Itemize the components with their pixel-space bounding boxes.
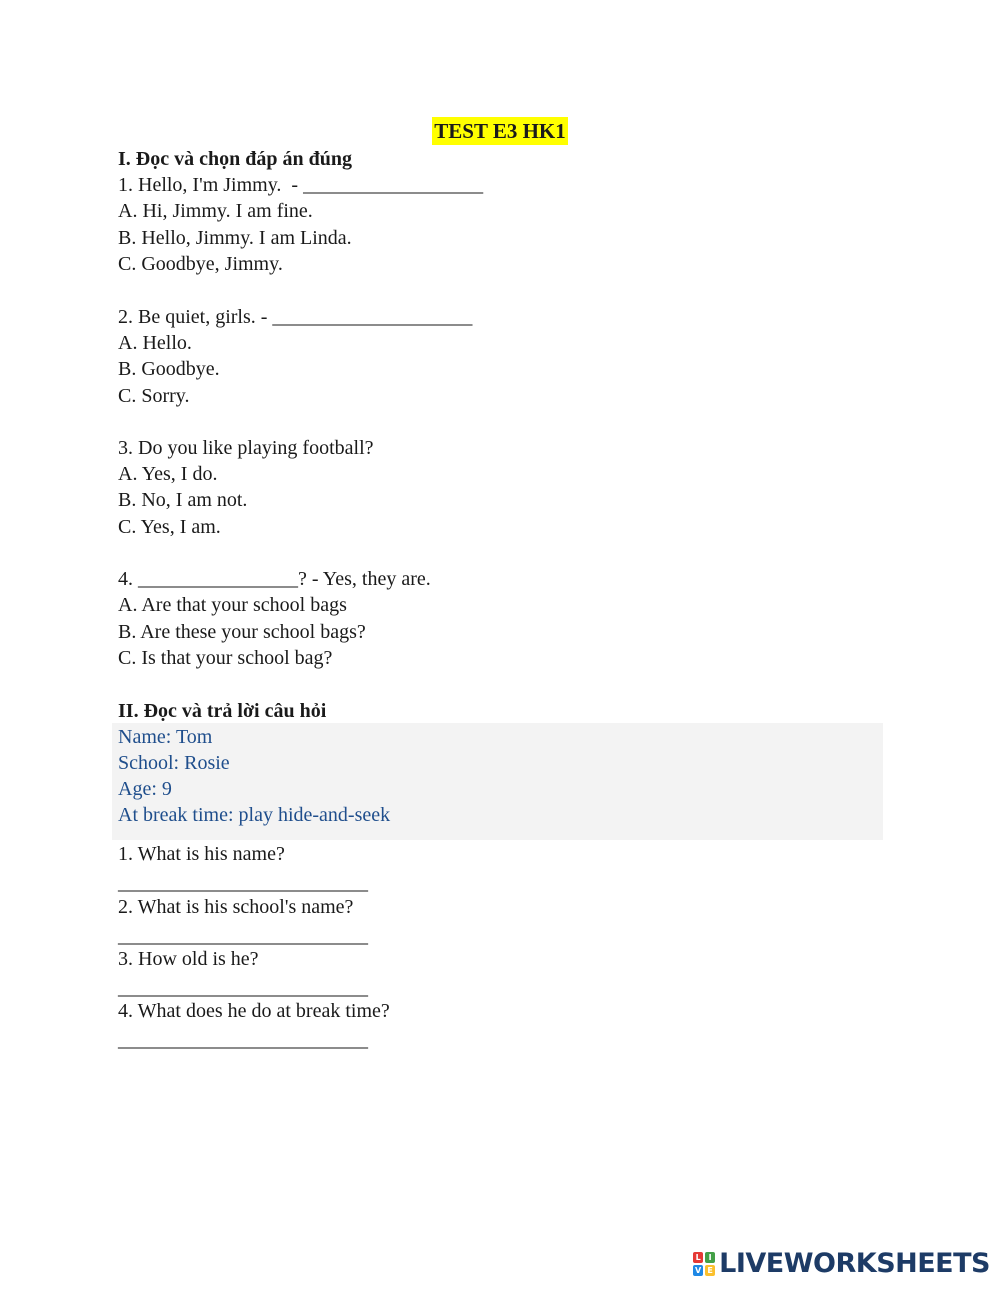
- option-4a[interactable]: A. Are that your school bags: [118, 594, 347, 616]
- option-2a[interactable]: A. Hello.: [118, 332, 192, 354]
- section1-heading: I. Đọc và chọn đáp án đúng: [118, 148, 352, 170]
- logo-letter-v: V: [695, 1265, 702, 1275]
- liveworksheets-logo: [693, 1248, 990, 1279]
- answer-blank-2[interactable]: _________________________: [118, 925, 368, 947]
- option-1b[interactable]: B. Hello, Jimmy. I am Linda.: [118, 227, 352, 249]
- option-2b[interactable]: B. Goodbye.: [118, 358, 220, 380]
- info-name: Name: Tom: [118, 726, 213, 748]
- info-school: School: Rosie: [118, 752, 230, 774]
- option-3c[interactable]: C. Yes, I am.: [118, 516, 221, 538]
- answer-question-1: 1. What is his name?: [118, 843, 285, 865]
- answer-blank-4[interactable]: _________________________: [118, 1029, 368, 1051]
- option-4b[interactable]: B. Are these your school bags?: [118, 621, 366, 643]
- question-1: 1. Hello, I'm Jimmy. - __________________: [118, 174, 484, 196]
- section2-heading: II. Đọc và trả lời câu hỏi: [118, 700, 327, 722]
- question-4: 4. ________________? - Yes, they are.: [118, 568, 431, 590]
- info-break-time: At break time: play hide-and-seek: [118, 804, 391, 826]
- question-3: 3. Do you like playing football?: [118, 437, 374, 459]
- answer-question-2: 2. What is his school's name?: [118, 896, 354, 918]
- logo-text: LIVEWORKSHEETS: [719, 1248, 990, 1279]
- logo-letter-i: I: [705, 1252, 715, 1263]
- logo-letter-l: L: [693, 1252, 703, 1263]
- option-1a[interactable]: A. Hi, Jimmy. I am fine.: [118, 200, 313, 222]
- title-wrapper: [0, 117, 1000, 145]
- option-2c[interactable]: C. Sorry.: [118, 385, 190, 407]
- info-age: Age: 9: [118, 778, 172, 800]
- answer-blank-3[interactable]: _________________________: [118, 977, 368, 999]
- logo-icon: [693, 1252, 715, 1276]
- question-2: 2. Be quiet, girls. - ____________________: [118, 306, 473, 328]
- option-3b[interactable]: B. No, I am not.: [118, 489, 248, 511]
- logo-letter-e: E: [705, 1265, 715, 1276]
- answer-blank-1[interactable]: _________________________: [118, 872, 368, 894]
- answer-question-4: 4. What does he do at break time?: [118, 1000, 390, 1022]
- option-3a[interactable]: A. Yes, I do.: [118, 463, 218, 485]
- option-4c[interactable]: C. Is that your school bag?: [118, 647, 333, 669]
- answer-question-3: 3. How old is he?: [118, 948, 259, 970]
- worksheet-title: TEST E3 HK1: [434, 119, 566, 143]
- option-1c[interactable]: C. Goodbye, Jimmy.: [118, 253, 283, 275]
